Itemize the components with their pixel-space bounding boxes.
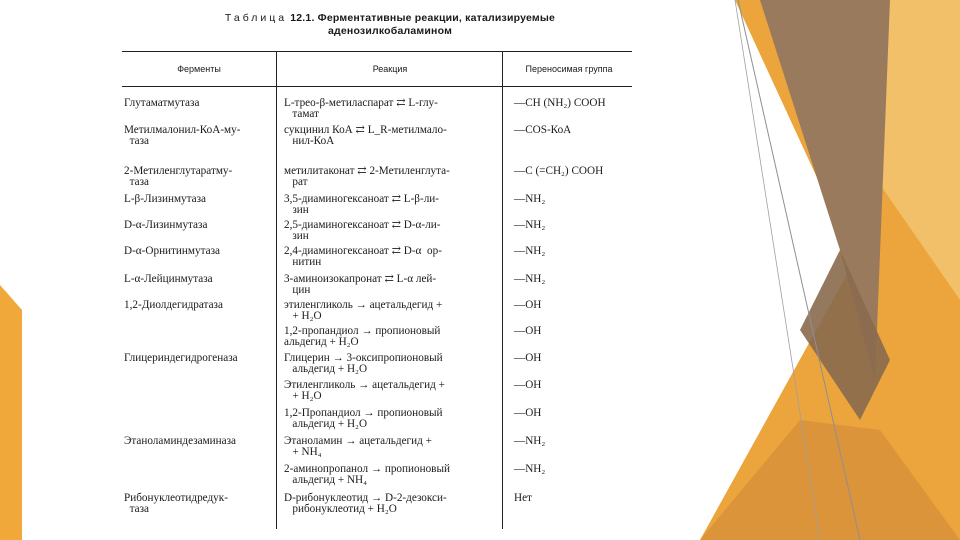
group-cell: —OH <box>514 352 542 364</box>
enzyme-cell: Глутаматмутаза <box>124 97 200 109</box>
reaction-cell: 1,2-Пропандиол → пропионовый альдегид + H₂O <box>284 407 443 430</box>
enzyme-cell: Глицериндегидрогеназа <box>124 352 238 364</box>
reaction-cell: D-рибонуклеотид → D-2-дезокси- рибонуклеотид + H₂O <box>284 492 447 515</box>
enzyme-cell: 1,2-Диолдегидратаза <box>124 299 223 311</box>
group-cell: —OH <box>514 299 542 311</box>
caption-label: Таблица <box>224 12 288 24</box>
column-divider-1 <box>276 51 277 529</box>
group-cell: —NH₂ <box>514 219 546 231</box>
reaction-cell: 2,4-диаминогексаноат ⇄ D-α ор- нитин <box>284 245 442 268</box>
reaction-cell: 2,5-диаминогексаноат ⇄ D-α-ли- зин <box>284 219 441 242</box>
reaction-cell: Этаноламин → ацетальдегид + + NH₄ <box>284 435 432 458</box>
reaction-cell: L-трео-β-метиласпарат ⇄ L-глу- тамат <box>284 97 438 120</box>
table-header-rule <box>122 86 632 87</box>
group-cell: Нет <box>514 492 532 504</box>
document-scan <box>120 8 640 538</box>
enzyme-cell: L-α-Лейцинмутаза <box>124 273 213 285</box>
group-cell: —NH₂ <box>514 193 546 205</box>
group-cell: —NH₂ <box>514 273 546 285</box>
header-reaction: Реакция <box>372 64 408 74</box>
caption-title-line1: 12.1. Ферментативные реакции, катализируемые <box>290 12 556 24</box>
group-cell: —CH (NH₂) COOH <box>514 97 606 109</box>
reaction-cell: 3,5-диаминогексаноат ⇄ L-β-ли- зин <box>284 193 440 216</box>
enzyme-cell: Рибонуклеотидредук- таза <box>124 492 228 515</box>
reaction-cell: сукцинил КоА ⇄ L_R-метилмало- нил-КоА <box>284 124 447 147</box>
table-top-rule <box>122 51 632 52</box>
enzyme-cell: 2-Метиленглутаратму- таза <box>124 165 233 188</box>
enzyme-cell: Метилмалонил-КоА-му- таза <box>124 124 241 147</box>
enzyme-cell: Этаноламиндезаминаза <box>124 435 236 447</box>
group-cell: —OH <box>514 379 542 391</box>
enzyme-cell: L-β-Лизинмутаза <box>124 193 206 205</box>
group-cell: —NH₂ <box>514 435 546 447</box>
deco-left-bar <box>0 285 22 540</box>
group-cell: —NH₂ <box>514 245 546 257</box>
reaction-cell: метилитаконат ⇄ 2-Метиленглута- рат <box>284 165 450 188</box>
reaction-cell: Этиленгликоль → ацетальдегид + + H₂O <box>284 379 445 402</box>
group-cell: —C (=CH₂) COOH <box>514 165 604 177</box>
enzyme-cell: D-α-Лизинмутаза <box>124 219 208 231</box>
reaction-cell: 2-аминопропанол → пропионовый альдегид + NH₄ <box>284 463 450 486</box>
reaction-cell: 3-аминоизокапронат ⇄ L-α лей- цин <box>284 273 437 296</box>
group-cell: —COS-КоА <box>514 124 572 136</box>
reaction-cell: 1,2-пропандиол → пропионовый альдегид + H₂O <box>284 325 441 348</box>
caption-title-line2: аденозилкобаламином <box>327 25 453 37</box>
group-cell: —NH₂ <box>514 463 546 475</box>
header-enzymes: Ферменты <box>177 64 221 74</box>
enzyme-cell: D-α-Орнитинмутаза <box>124 245 220 257</box>
reaction-cell: Глицерин → 3-оксипропионовый альдегид + H₂O <box>284 352 443 375</box>
header-group: Переносимая группа <box>525 64 613 74</box>
reaction-cell: этиленгликоль → ацетальдегид + + H₂O <box>284 299 443 322</box>
group-cell: —OH <box>514 325 542 337</box>
group-cell: —OH <box>514 407 542 419</box>
table-caption <box>180 12 600 38</box>
